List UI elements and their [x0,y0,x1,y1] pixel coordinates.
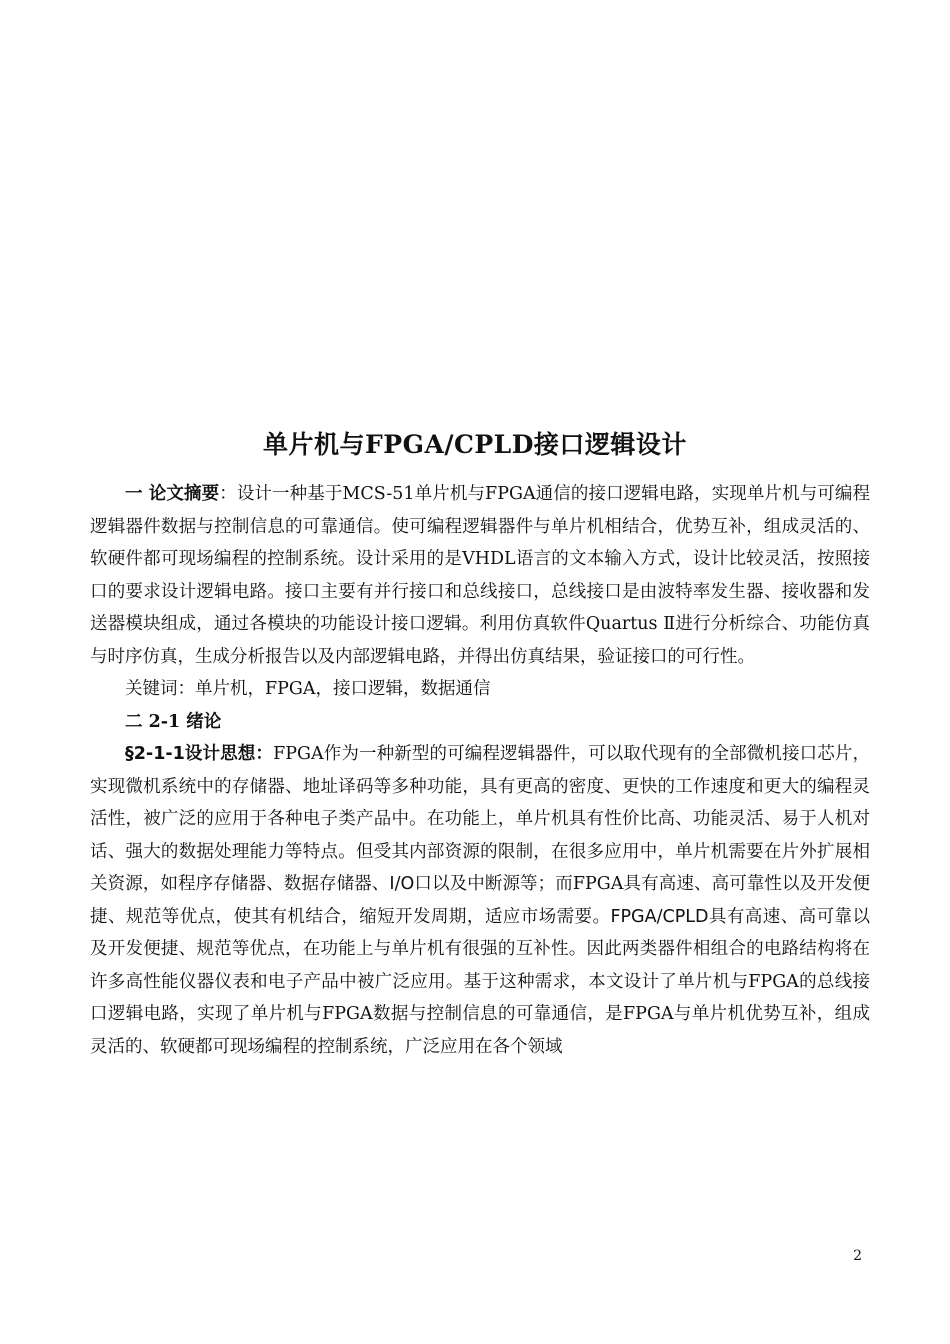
design-idea-text-1: FPGA作为一种新型的可编程逻辑器件，可以取代现有的全部微机接口芯片，实现微机系统中的存储器、地址译码等多种功能，具有更高的密度、更快的工作速度和更大的编程灵活性，被广泛的应用于各种电子类产品中。在功能上，单片机具有性价比高、功能灵活、易于人机对话、强大的数据处理能力等特点。但受其内部资源的限制，在很多应用中，单片机需要在片外扩展相关资源，如程序存储器、数据存储器、 [90,744,870,894]
subsection-label: §2-1-1设计思想： [125,744,274,764]
fpga-cpld-term: FPGA/CPLD [610,906,709,927]
abstract-text: 设计一种基于MCS-51单片机与FPGA通信的接口逻辑电路，实现单片机与可编程逻辑器件数据与控制信息的可靠通信。使可编程逻辑器件与单片机相结合，优势互补，组成灵活的、软硬件都可现场编程的控制系统。设计采用的是VHDL语言的文本输入方式，设计比较灵活，按照接口的要求设计逻辑电路。接口主要有并行接口和总线接口，总线接口是由波特率发生器、接收器和发送器模块组成，通过各模块的功能设计接口逻辑。利用仿真软件Quartus Ⅱ进行分析综合、功能仿真与时序仿真，生成分析报告以及内部逻辑电路，并得出仿真结果，验证接口的可行性。 [90,484,871,667]
abstract-separator: ： [219,484,237,504]
document-body [90,478,870,1063]
abstract-label: 一 论文摘要 [125,484,220,504]
design-idea-text-2: 口以及中断源等；而FPGA具有高速、高可靠性以及开发便捷、规范等优点，使其有机结合，缩短开发周期，适应市场需要。 [90,874,870,927]
document-title: 单片机与FPGA/CPLD接口逻辑设计 [263,430,687,459]
abstract-paragraph [90,478,870,673]
section-heading: 二 2-1 绪论 [125,711,222,732]
keywords-line: 关键词：单片机，FPGA，接口逻辑，数据通信 [125,679,491,699]
design-idea-text-3: 具有高速、高可靠以及开发便捷、规范等优点，在功能上与单片机有很强的互补性。因此两类器件相组合的电路结构将在许多高性能仪器仪表和电子产品中被广泛应用。基于这种需求，本文设计了单片机与FPGA的总线接口逻辑电路，实现了单片机与FPGA数据与控制信息的可靠通信，是FPGA与单片机优势互补，组成灵活的、软硬都可现场编程的控制系统，广泛应用在各个领域 [90,906,870,1057]
design-idea-paragraph [90,738,870,1063]
page-number: 2 [853,1248,862,1264]
io-term: I/O [389,874,415,894]
